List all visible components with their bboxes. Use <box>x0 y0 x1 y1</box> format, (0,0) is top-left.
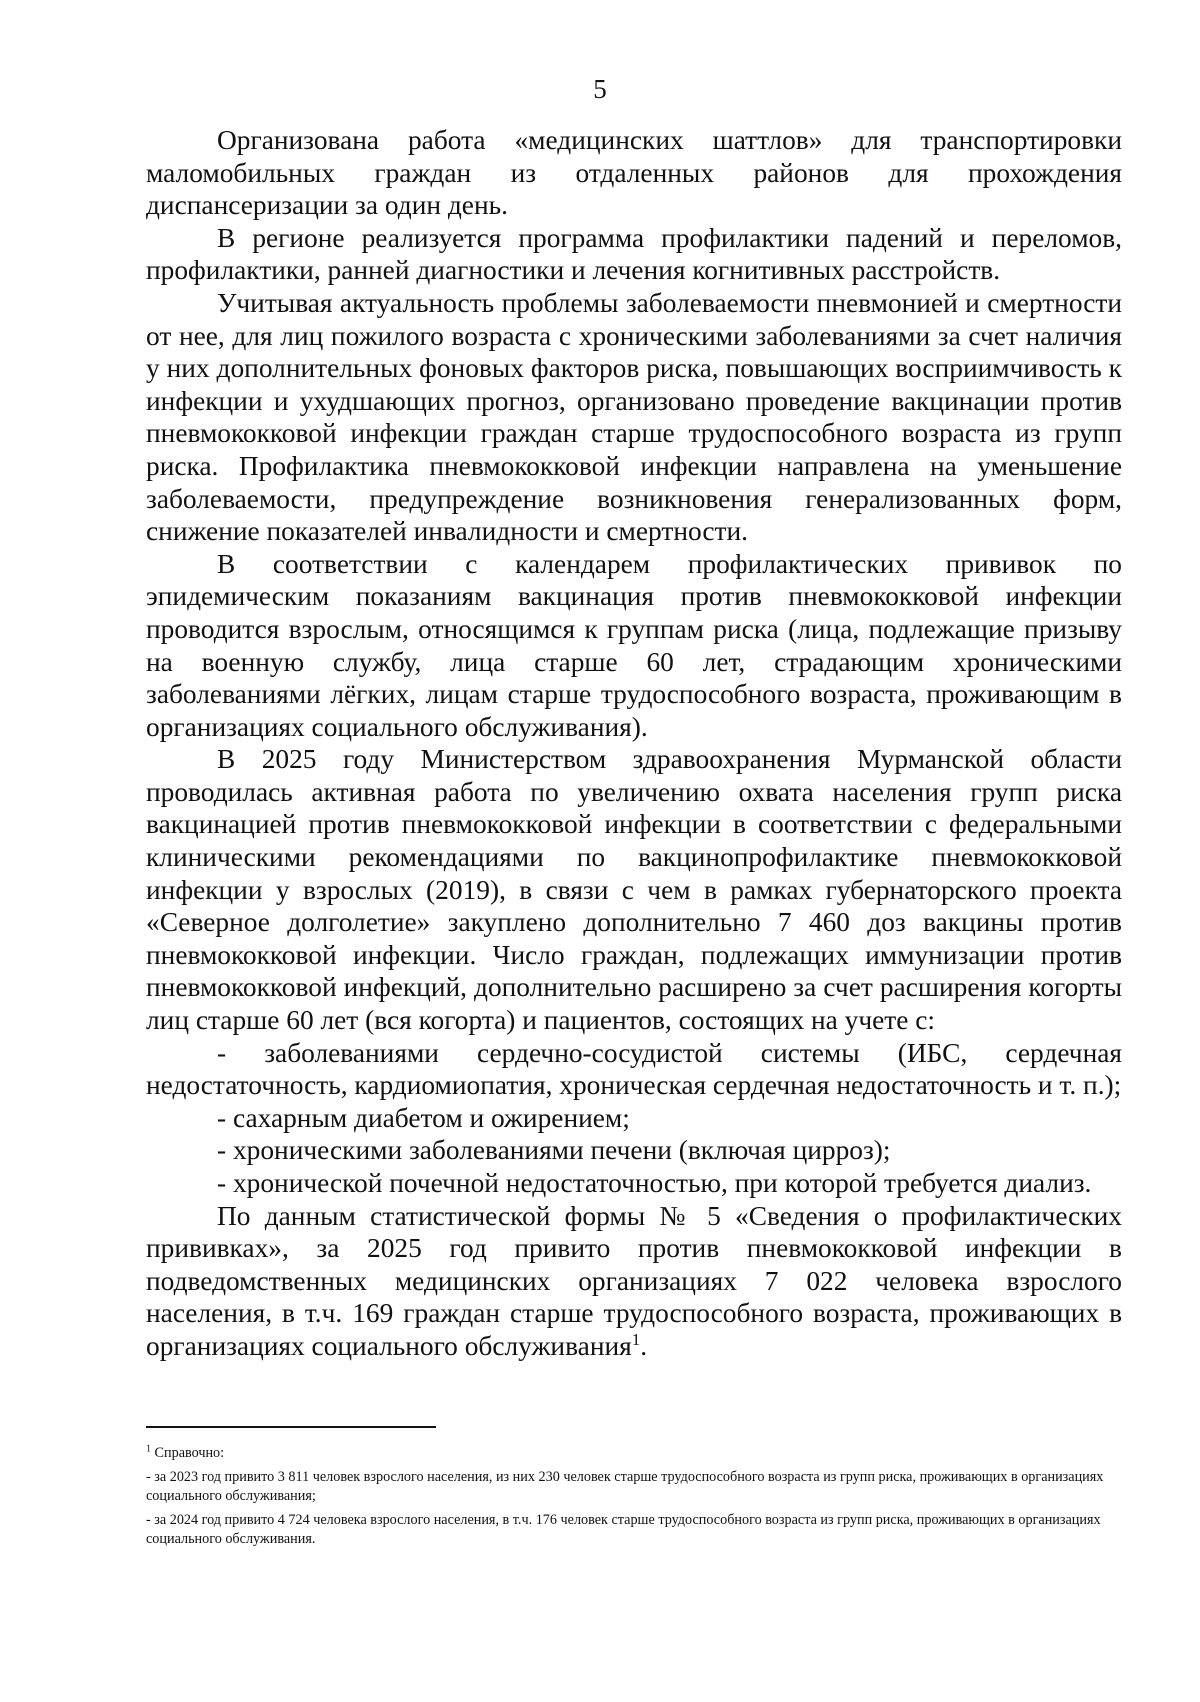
paragraph-shuttles: Организована работа «медицинских шаттлов» для транспортировки маломобильных граждан из отдаленных районов для прохождения диспансеризации за один день. <box>146 125 1122 221</box>
footnotes <box>146 1444 1122 1550</box>
footnote-separator <box>146 1426 436 1428</box>
paragraph-pneumonia-vaccination: Учитывая актуальность проблемы заболеваемости пневмонией и смертности от нее, для лиц пожилого возраста с хроническими заболеваниями за счет наличия у них дополнительных фоновых факторов риска, повышающих восприимчивость к инфекции и ухудшающих прогноз, организовано проведение вакцинации против пневмококковой инфекции граждан старше трудоспособного возраста из групп риска. Профилактика пневмококковой инфекции направлена на уменьшение заболеваемости, предупреждение возникновения генерализованных форм, снижение показателей инвалидности и смертности. <box>146 287 1122 547</box>
paragraph-2025-work: В 2025 году Министерством здравоохранения Мурманской области проводилась активная работа по увеличению охвата населения групп риска вакцинацией против пневмококковой инфекции в соответствии с федеральными клиническими рекомендациями по вакцинопрофилактике пневмококковой инфекции у взрослых (2019), в связи с чем в рамках губернаторского проекта «Северное долголетие» закуплено дополнительно 7 460 доз вакцины против пневмококковой инфекции. Число граждан, подлежащих иммунизации против пневмококковой инфекций, дополнительно расширено за счет расширения когорты лиц старше 60 лет (вся когорта) и пациентов, состоящих на учете с: <box>146 744 1122 1036</box>
body-text <box>146 124 1122 1363</box>
final-period: . <box>640 1330 648 1361</box>
footnote-item-2023: - за 2023 год привито 3 811 человек взрослого населения, из них 230 человек старше трудоспособного возраста из групп риска, проживающих в организациях социального обслуживания; <box>146 1468 1104 1504</box>
list-item-liver: - хроническими заболеваниями печени (включая цирроз); <box>217 1135 891 1166</box>
footnote-title-text: Справочно: <box>154 1445 225 1461</box>
footnote-item-2024: - за 2024 год привито 4 724 человека взрослого населения, в т.ч. 176 человек старше трудоспособного возраста из групп риска, проживающих в организациях социального обслуживания. <box>146 1511 1101 1547</box>
paragraph-statistics <box>146 1200 1122 1363</box>
paragraph-falls-program: В регионе реализуется программа профилактики падений и переломов, профилактики, ранней диагностики и лечения когнитивных расстройств. <box>146 222 1122 286</box>
footnote-marker: 1 <box>631 1329 641 1349</box>
list-item-diabetes: - сахарным диабетом и ожирением; <box>217 1102 630 1133</box>
list-item-cardiovascular: - заболеваниями сердечно-сосудистой системы (ИБС, сердечная недостаточность, кардиомиопатия, хроническая сердечная недостаточность и т. п.); <box>146 1037 1122 1101</box>
footnote-number: 1 <box>146 1443 151 1455</box>
footnote-title <box>146 1444 1122 1464</box>
page-number: 5 <box>593 74 607 104</box>
list-item-kidney: - хронической почечной недостаточностью, при которой требуется диализ. <box>217 1168 1092 1198</box>
statistics-text: По данным статистической формы № 5 «Сведения о профилактических прививках», за 2025 год привито против пневмококковой инфекции в подведомственных медицинских организациях 7 022 человека взрослого населения, в т.ч. 169 граждан старше трудоспособного возраста, проживающих в организациях социального обслуживания <box>146 1200 1122 1361</box>
paragraph-vaccination-calendar: В соответствии с календарем профилактических прививок по эпидемическим показаниям вакцинация против пневмококковой инфекции проводится взрослым, относящимся к группам риска (лица, подлежащие призыву на военную службу, лица старше 60 лет, страдающим хроническими заболеваниями лёгких, лицам старше трудоспособного возраста, проживающим в организациях социального обслуживания). <box>146 548 1122 742</box>
